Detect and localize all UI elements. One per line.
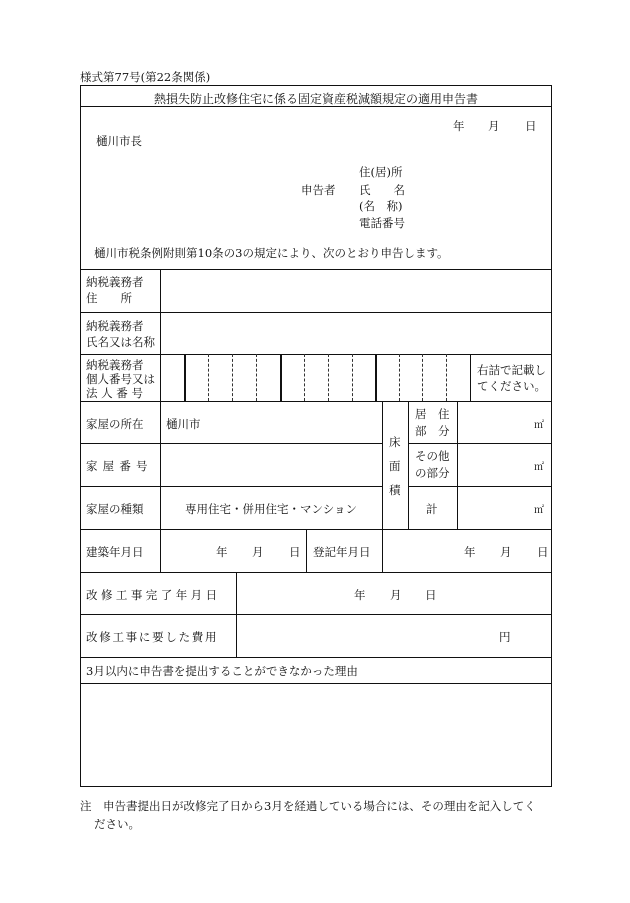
- house-location-value: 樋川市: [166, 417, 201, 431]
- form-number: 様式第77号(第22条関係): [80, 70, 211, 84]
- date-month: 月: [488, 119, 500, 133]
- sqm-unit-other: ㎡: [534, 462, 544, 473]
- number-box-divider: [256, 354, 257, 401]
- floor-area-label-2: 面: [389, 459, 401, 473]
- name-sub-label: (名 称): [359, 199, 403, 213]
- sqm-unit-total: ㎡: [534, 505, 544, 516]
- build-date-month: 月: [252, 545, 264, 559]
- label-column-divider: [160, 270, 161, 402]
- footnote-line-1: 注 申告書提出日が改修完了日から3月を経過している場合には、その理由を記入してく: [80, 799, 536, 813]
- yen-unit: 円: [499, 630, 511, 644]
- date-day: 日: [525, 119, 537, 133]
- renovation-done-day: 日: [425, 588, 437, 602]
- number-note-1: 右詰で記載し: [477, 363, 546, 377]
- renovation-done-month: 月: [390, 588, 402, 602]
- number-box-divider: [352, 354, 353, 401]
- renovation-cost-label: 改修工事に要した費用: [86, 630, 219, 644]
- taxpayer-address-label-1: 納税義務者: [86, 275, 144, 289]
- house-type-label: 家屋の種類: [86, 502, 144, 516]
- name-label: 氏 名: [359, 183, 405, 197]
- house-number-label: 家屋番号: [86, 459, 153, 473]
- house-type-value: 専用住宅・併用住宅・マンション: [185, 502, 357, 516]
- frame-top: [80, 85, 552, 86]
- number-box-divider: [280, 354, 282, 401]
- late-reason-label: 3月以内に申告書を提出することができなかった理由: [86, 664, 358, 678]
- other-part-label-1: その他: [415, 449, 450, 463]
- number-box-divider: [208, 354, 209, 401]
- taxpayer-number-label-2: 個人番号又は: [86, 372, 155, 386]
- footnote-line-2: ださい。: [94, 817, 140, 831]
- frame-right: [551, 85, 552, 787]
- applicant-label: 申告者: [301, 183, 336, 197]
- other-part-label-2: の部分: [415, 466, 450, 480]
- number-box-divider: [375, 354, 377, 401]
- frame-left: [80, 85, 81, 787]
- frame-bottom: [80, 786, 552, 787]
- build-date-label: 建築年月日: [86, 545, 144, 559]
- renovation-done-year: 年: [354, 588, 366, 602]
- number-box-divider: [232, 354, 233, 401]
- addressee: 樋川市長: [96, 134, 142, 148]
- form-title: 熱損失防止改修住宅に係る固定資産税減額規定の適用申告書: [153, 92, 478, 106]
- floor-area-label-1: 床: [389, 435, 401, 449]
- number-box-divider: [399, 354, 400, 401]
- build-date-year: 年: [216, 545, 228, 559]
- registration-date-year: 年: [464, 545, 476, 559]
- taxpayer-address-label-2: 住 所: [86, 291, 132, 305]
- number-box-divider: [304, 354, 305, 401]
- floor-area-label-3: 積: [389, 483, 401, 497]
- renovation-done-label: 改修工事完了年月日: [86, 588, 221, 602]
- number-box-divider: [446, 354, 447, 401]
- number-box-divider: [328, 354, 329, 401]
- number-box-divider: [184, 354, 186, 401]
- total-label: 計: [426, 502, 438, 516]
- registration-date-label: 登記年月日: [313, 545, 371, 559]
- address-label: 住(居)所: [359, 165, 403, 179]
- taxpayer-number-label-1: 納税義務者: [86, 358, 144, 372]
- sqm-unit-residential: ㎡: [534, 420, 544, 431]
- residential-label-1: 居 住: [415, 407, 450, 421]
- taxpayer-name-label-1: 納税義務者: [86, 319, 144, 333]
- number-box-divider: [470, 354, 471, 401]
- registration-date-day: 日: [537, 545, 549, 559]
- number-box-divider: [422, 354, 423, 401]
- taxpayer-name-label-2: 氏名又は名称: [86, 335, 155, 349]
- house-location-label: 家屋の所在: [86, 417, 144, 431]
- taxpayer-number-label-3: 法 人 番 号: [86, 386, 143, 400]
- registration-date-month: 月: [500, 545, 512, 559]
- phone-label: 電話番号: [359, 216, 405, 230]
- date-year: 年: [453, 119, 465, 133]
- number-note-2: てください。: [477, 379, 546, 393]
- build-date-day: 日: [289, 545, 301, 559]
- declaration-text: 樋川市税条例附則第10条の3の規定により、次のとおり申告します。: [94, 246, 449, 260]
- residential-label-2: 部 分: [415, 424, 450, 438]
